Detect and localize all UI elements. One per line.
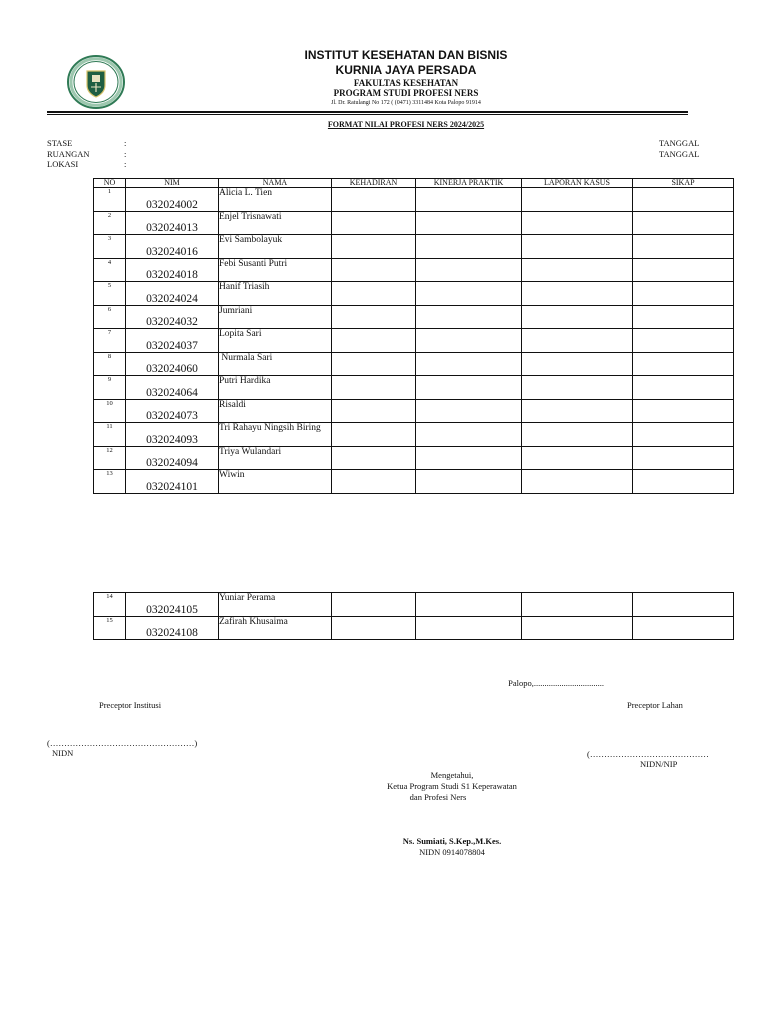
score-cell-kehadiran[interactable] bbox=[332, 446, 416, 470]
score-cell-kehadiran[interactable] bbox=[332, 188, 416, 212]
score-cell-kehadiran[interactable] bbox=[332, 376, 416, 400]
score-cell-kinerja-praktik[interactable] bbox=[416, 235, 522, 259]
row-number: 13 bbox=[94, 470, 126, 494]
score-cell-kehadiran[interactable] bbox=[332, 211, 416, 235]
table-row bbox=[94, 593, 734, 617]
score-cell-kehadiran[interactable] bbox=[332, 616, 416, 640]
score-cell-kinerja-praktik[interactable] bbox=[416, 329, 522, 353]
row-number: 11 bbox=[94, 423, 126, 447]
row-nama: Lopita Sari bbox=[219, 329, 332, 353]
table-row bbox=[94, 616, 734, 640]
row-number: 1 bbox=[94, 188, 126, 212]
score-cell-laporan-kasus[interactable] bbox=[522, 470, 633, 494]
table-row bbox=[94, 376, 734, 400]
row-nama: Hanif Triasih bbox=[219, 282, 332, 306]
row-number: 15 bbox=[94, 616, 126, 640]
row-nim: 032024002 bbox=[126, 188, 219, 212]
row-nama: Nurmala Sari bbox=[219, 352, 332, 376]
row-nim: 032024101 bbox=[126, 470, 219, 494]
score-cell-sikap[interactable] bbox=[633, 188, 734, 212]
table-row bbox=[94, 399, 734, 423]
ketua-title-line1: Ketua Program Studi S1 Keperawatan bbox=[387, 781, 517, 791]
score-cell-sikap[interactable] bbox=[633, 235, 734, 259]
score-cell-kinerja-praktik[interactable] bbox=[416, 188, 522, 212]
grades-table-continued bbox=[93, 592, 734, 640]
faculty-name: FAKULTAS KESEHATAN bbox=[353, 78, 459, 88]
row-nim: 032024018 bbox=[126, 258, 219, 282]
row-nama: Risaldi bbox=[219, 399, 332, 423]
header-no: NO bbox=[94, 179, 126, 188]
score-cell-kehadiran[interactable] bbox=[332, 593, 416, 617]
institution-name: INSTITUT KESEHATAN DAN BISNIS bbox=[304, 48, 508, 62]
score-cell-sikap[interactable] bbox=[633, 470, 734, 494]
score-cell-sikap[interactable] bbox=[633, 376, 734, 400]
score-cell-sikap[interactable] bbox=[633, 593, 734, 617]
ketua-nidn: NIDN 0914078804 bbox=[419, 847, 485, 857]
row-nim: 032024108 bbox=[126, 616, 219, 640]
nidn-left-label: NIDN bbox=[52, 748, 74, 758]
row-nim: 032024032 bbox=[126, 305, 219, 329]
row-number: 5 bbox=[94, 282, 126, 306]
score-cell-laporan-kasus[interactable] bbox=[522, 282, 633, 306]
lokasi-colon: : bbox=[124, 159, 127, 169]
score-cell-kinerja-praktik[interactable] bbox=[416, 593, 522, 617]
score-cell-kinerja-praktik[interactable] bbox=[416, 446, 522, 470]
row-nim: 032024105 bbox=[126, 593, 219, 617]
table-row bbox=[94, 211, 734, 235]
signature-line-left: (……………………………………………) bbox=[47, 738, 198, 748]
table-body-continued bbox=[94, 593, 734, 640]
score-cell-kehadiran[interactable] bbox=[332, 352, 416, 376]
score-cell-kehadiran[interactable] bbox=[332, 282, 416, 306]
row-number: 14 bbox=[94, 593, 126, 617]
score-cell-kinerja-praktik[interactable] bbox=[416, 376, 522, 400]
score-cell-laporan-kasus[interactable] bbox=[522, 593, 633, 617]
score-cell-sikap[interactable] bbox=[633, 352, 734, 376]
row-number: 3 bbox=[94, 235, 126, 259]
table-row bbox=[94, 446, 734, 470]
score-cell-sikap[interactable] bbox=[633, 423, 734, 447]
row-nama: Febi Susanti Putri bbox=[219, 258, 332, 282]
row-number: 2 bbox=[94, 211, 126, 235]
row-number: 9 bbox=[94, 376, 126, 400]
tanggal-label-1: TANGGAL bbox=[659, 138, 700, 148]
score-cell-kinerja-praktik[interactable] bbox=[416, 616, 522, 640]
score-cell-kinerja-praktik[interactable] bbox=[416, 282, 522, 306]
row-number: 6 bbox=[94, 305, 126, 329]
table-row bbox=[94, 282, 734, 306]
score-cell-kehadiran[interactable] bbox=[332, 470, 416, 494]
table-row bbox=[94, 258, 734, 282]
table-row bbox=[94, 470, 734, 494]
score-cell-laporan-kasus[interactable] bbox=[522, 329, 633, 353]
score-cell-sikap[interactable] bbox=[633, 305, 734, 329]
table-row bbox=[94, 352, 734, 376]
row-nim: 032024094 bbox=[126, 446, 219, 470]
score-cell-sikap[interactable] bbox=[633, 399, 734, 423]
table-row bbox=[94, 188, 734, 212]
grades-table bbox=[93, 178, 734, 494]
score-cell-kehadiran[interactable] bbox=[332, 258, 416, 282]
row-nama: Zafirah Khusaima bbox=[219, 616, 332, 640]
row-nama: Yuniar Perama bbox=[219, 593, 332, 617]
tanggal-label-2: TANGGAL bbox=[659, 148, 700, 159]
score-cell-kehadiran[interactable] bbox=[332, 329, 416, 353]
table-row bbox=[94, 235, 734, 259]
tanggal-block bbox=[659, 138, 699, 159]
score-cell-kinerja-praktik[interactable] bbox=[416, 470, 522, 494]
row-nim: 032024024 bbox=[126, 282, 219, 306]
score-cell-laporan-kasus[interactable] bbox=[522, 211, 633, 235]
score-cell-sikap[interactable] bbox=[633, 282, 734, 306]
table-row bbox=[94, 329, 734, 353]
header-sikap: SIKAP bbox=[633, 179, 734, 188]
row-nim: 032024093 bbox=[126, 423, 219, 447]
score-cell-sikap[interactable] bbox=[633, 211, 734, 235]
score-cell-laporan-kasus[interactable] bbox=[522, 352, 633, 376]
lokasi-label: LOKASI bbox=[47, 159, 79, 169]
score-cell-kehadiran[interactable] bbox=[332, 423, 416, 447]
ketua-name: Ns. Sumiati, S.Kep.,M.Kes. bbox=[402, 836, 502, 846]
row-nama: Alicia L. Tien bbox=[219, 188, 332, 212]
row-nim: 032024073 bbox=[126, 399, 219, 423]
header-nama: NAMA bbox=[219, 179, 332, 188]
score-cell-sikap[interactable] bbox=[633, 329, 734, 353]
row-nama: Evi Sambolayuk bbox=[219, 235, 332, 259]
row-nama: Wiwin bbox=[219, 470, 332, 494]
row-number: 8 bbox=[94, 352, 126, 376]
score-cell-kinerja-praktik[interactable] bbox=[416, 423, 522, 447]
row-nama: Tri Rahayu Ningsih Biring bbox=[219, 423, 332, 447]
institution-name-line2: KURNIA JAYA PERSADA bbox=[335, 63, 477, 77]
score-cell-kinerja-praktik[interactable] bbox=[416, 305, 522, 329]
score-cell-laporan-kasus[interactable] bbox=[522, 235, 633, 259]
score-cell-laporan-kasus[interactable] bbox=[522, 188, 633, 212]
score-cell-laporan-kasus[interactable] bbox=[522, 616, 633, 640]
score-cell-kehadiran[interactable] bbox=[332, 399, 416, 423]
stase-label: STASE bbox=[47, 138, 73, 148]
score-cell-sikap[interactable] bbox=[633, 258, 734, 282]
score-cell-laporan-kasus[interactable] bbox=[522, 446, 633, 470]
score-cell-sikap[interactable] bbox=[633, 616, 734, 640]
row-number: 7 bbox=[94, 329, 126, 353]
score-cell-laporan-kasus[interactable] bbox=[522, 423, 633, 447]
header-nim: NIM bbox=[126, 179, 219, 188]
score-cell-kinerja-praktik[interactable] bbox=[416, 352, 522, 376]
score-cell-laporan-kasus[interactable] bbox=[522, 376, 633, 400]
row-number: 4 bbox=[94, 258, 126, 282]
score-cell-kinerja-praktik[interactable] bbox=[416, 211, 522, 235]
table-row bbox=[94, 423, 734, 447]
row-nama: Putri Hardika bbox=[219, 376, 332, 400]
institution-address: Jl. Dr. Ratulangi No 172 ( (0471) 3311484 Kota Palopo 91914 bbox=[331, 100, 481, 106]
row-nama: Enjel Trisnawati bbox=[219, 211, 332, 235]
row-nim: 032024064 bbox=[126, 376, 219, 400]
preceptor-institusi-label: Preceptor Institusi bbox=[99, 700, 162, 710]
nidn-right-label: NIDN/NIP bbox=[640, 759, 678, 769]
score-cell-sikap[interactable] bbox=[633, 446, 734, 470]
header-laporan-kasus: LAPORAN KASUS bbox=[522, 179, 633, 188]
ruangan-colon: : bbox=[124, 148, 127, 159]
row-number: 10 bbox=[94, 399, 126, 423]
program-name: PROGRAM STUDI PROFESI NERS bbox=[333, 88, 479, 98]
place-date: Palopo,................................. bbox=[508, 678, 604, 688]
header-kehadiran: KEHADIRAN bbox=[332, 179, 416, 188]
score-cell-kehadiran[interactable] bbox=[332, 235, 416, 259]
row-nama: Triya Wulandari bbox=[219, 446, 332, 470]
ketua-title-line2: dan Profesi Ners bbox=[409, 792, 467, 802]
score-cell-laporan-kasus[interactable] bbox=[522, 399, 633, 423]
row-nim: 032024060 bbox=[126, 352, 219, 376]
table-header-row bbox=[94, 179, 734, 188]
stase-colon: : bbox=[124, 138, 127, 148]
row-number: 12 bbox=[94, 446, 126, 470]
table-body bbox=[94, 188, 734, 494]
ruangan-label: RUANGAN bbox=[47, 148, 90, 159]
score-cell-kinerja-praktik[interactable] bbox=[416, 399, 522, 423]
mengetahui-label: Mengetahui, bbox=[430, 770, 474, 780]
row-nim: 032024013 bbox=[126, 211, 219, 235]
row-nama: Jumriani bbox=[219, 305, 332, 329]
table-row bbox=[94, 305, 734, 329]
score-cell-kehadiran[interactable] bbox=[332, 305, 416, 329]
signature-line-right: (…………………………………… bbox=[587, 749, 709, 759]
row-nim: 032024037 bbox=[126, 329, 219, 353]
score-cell-laporan-kasus[interactable] bbox=[522, 305, 633, 329]
preceptor-lahan-label: Preceptor Lahan bbox=[627, 700, 683, 710]
row-nim: 032024016 bbox=[126, 235, 219, 259]
score-cell-kinerja-praktik[interactable] bbox=[416, 258, 522, 282]
form-title: FORMAT NILAI PROFESI NERS 2024/2025 bbox=[327, 120, 485, 129]
score-cell-laporan-kasus[interactable] bbox=[522, 258, 633, 282]
header-kinerja-praktik: KINERJA PRAKTIK bbox=[416, 179, 522, 188]
